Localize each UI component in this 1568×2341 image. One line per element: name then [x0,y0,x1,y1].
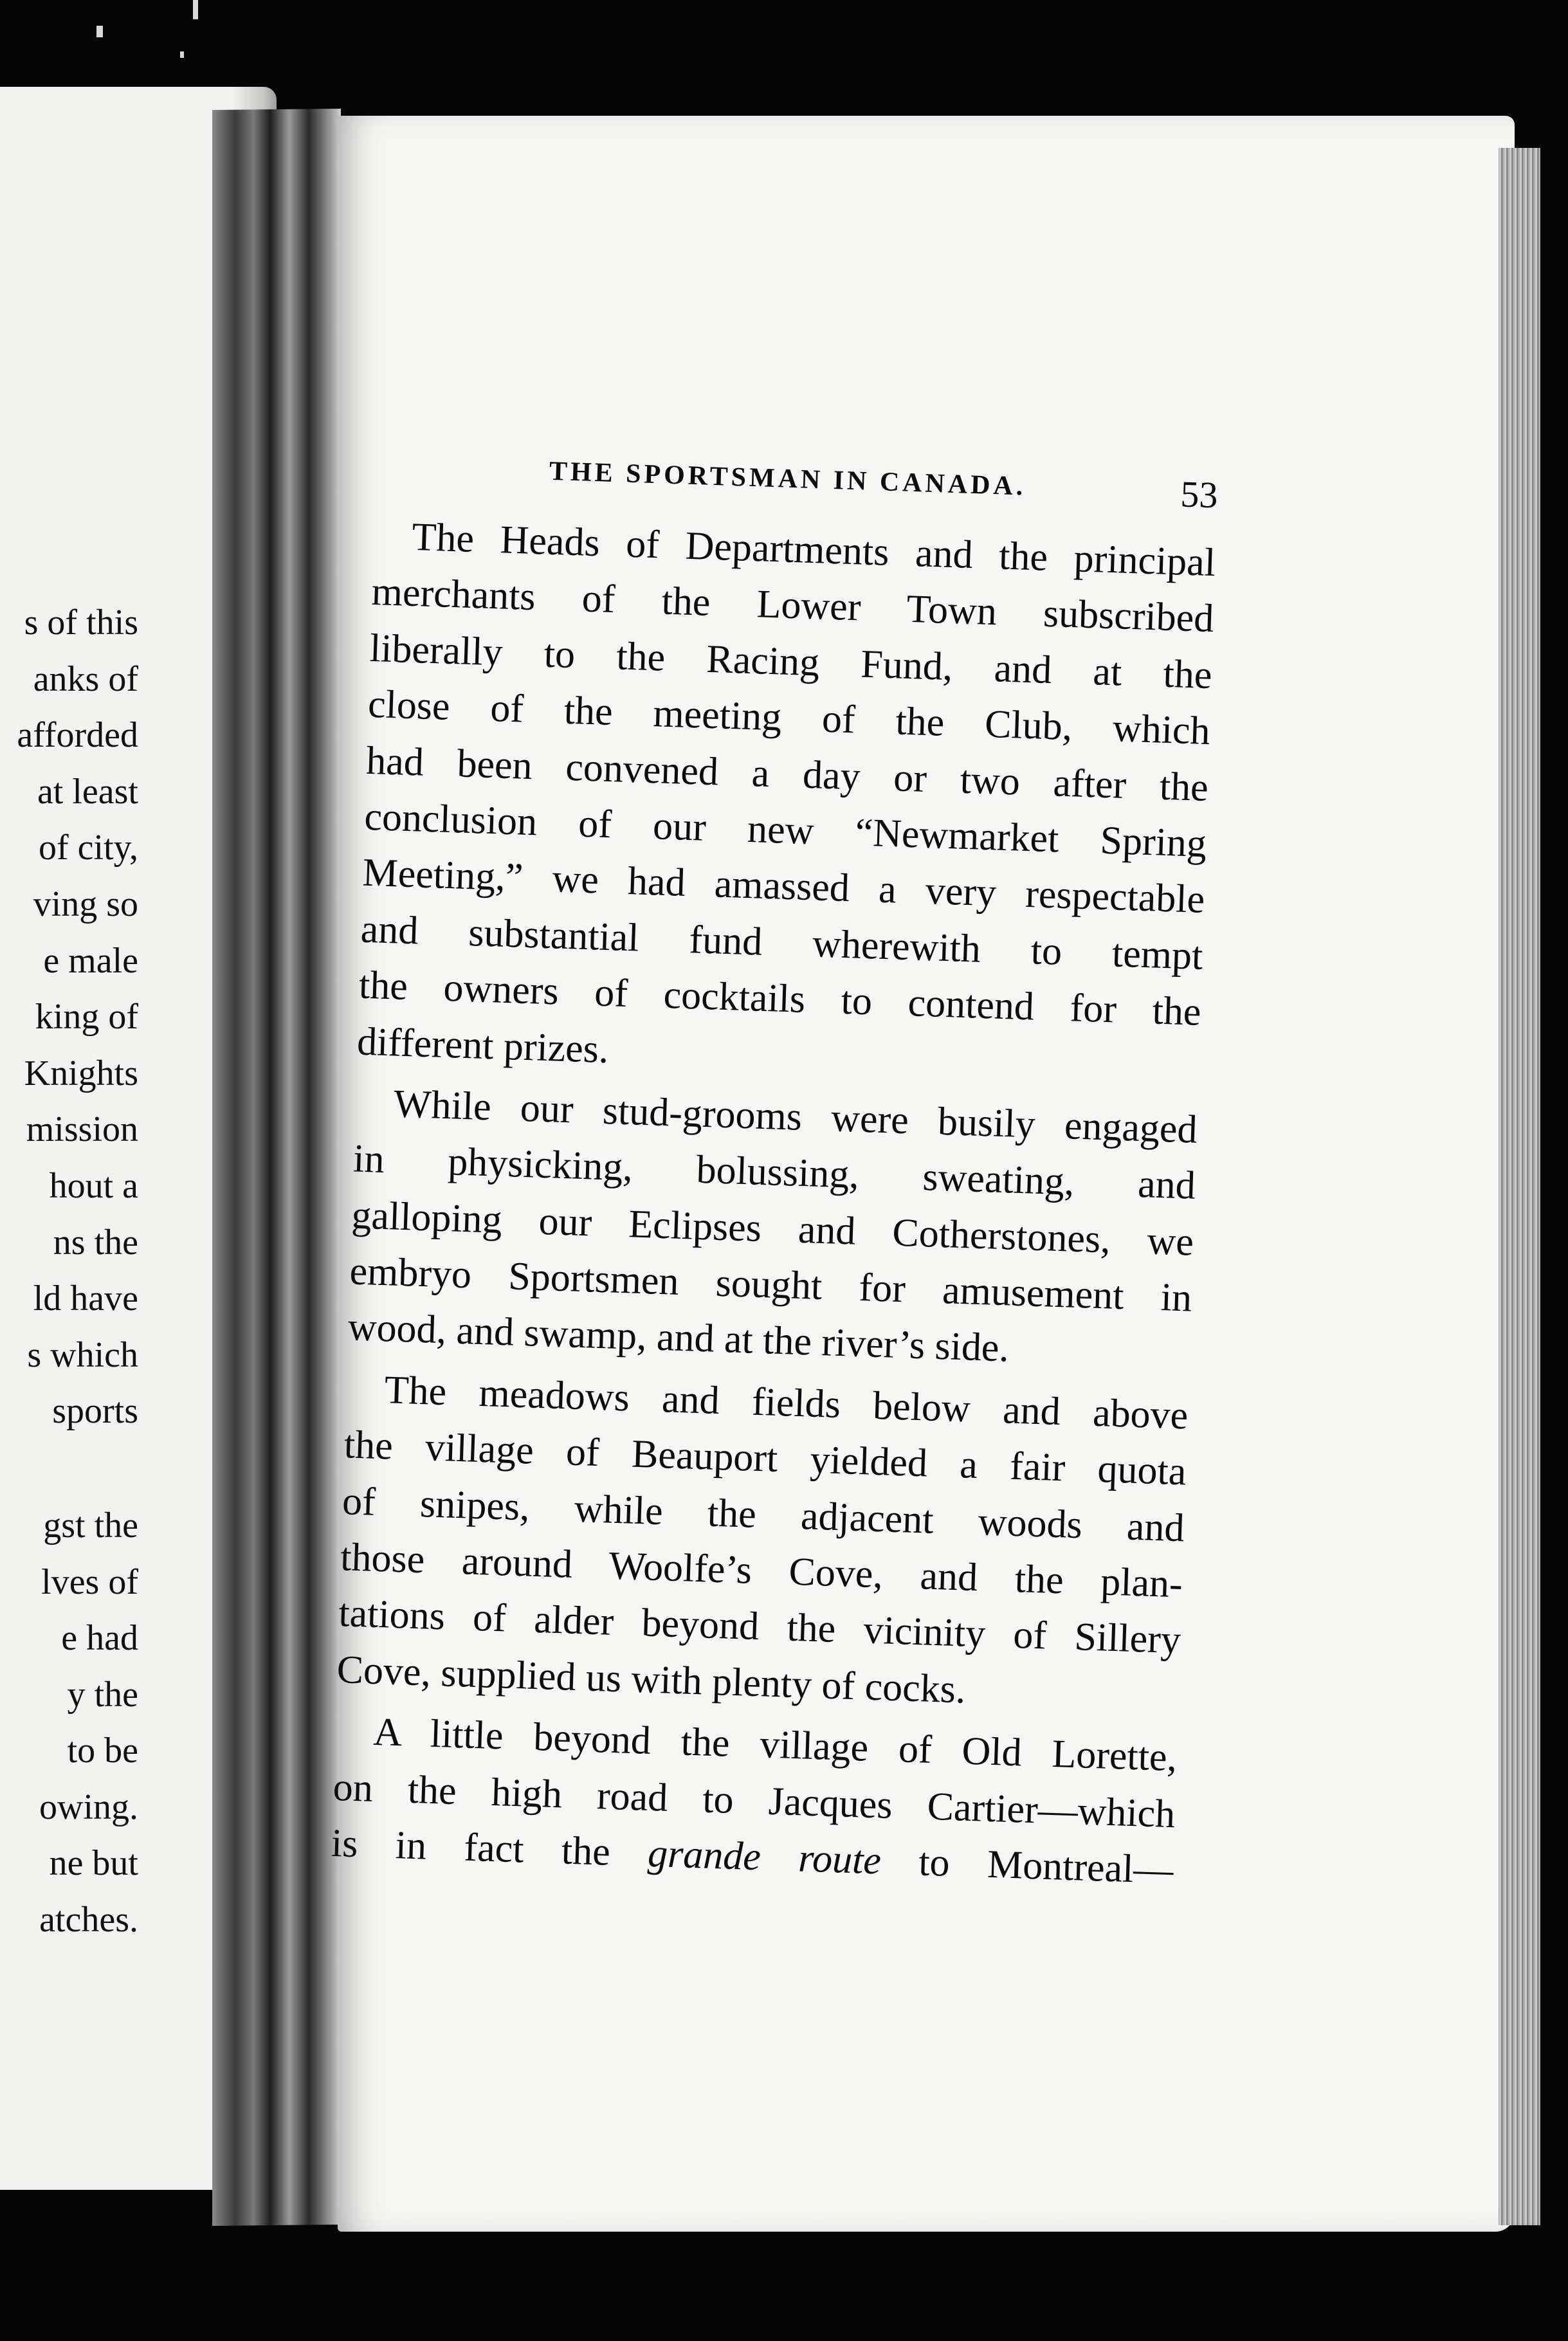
text-span: to Montreal— [918,1840,1174,1893]
text-line: different prizes. [356,1019,610,1071]
left-fragment-line: s which [27,1334,138,1375]
text-line: close of the meeting of the Club, which [367,682,1211,754]
left-paragraph-gap [0,1440,138,1498]
text-line: galloping our Eclipses and Cotherstones, we [351,1193,1195,1264]
text-line: Meeting,” we had amassed a very respectable [361,851,1206,922]
left-fragment-line: lves of [41,1562,138,1602]
left-fragment-line: y the [67,1674,138,1715]
left-fragment-line: owing. [39,1787,138,1827]
left-fragment-line: at least [37,771,138,812]
text-line: the village of Beauport yielded a fair quota [343,1423,1187,1494]
left-fragment-line: sports [52,1391,138,1432]
left-fragment-line: ns the [53,1222,138,1262]
left-fragment-line: ving so [33,884,138,924]
text-line: embryo Sportsmen sought for amusement in [349,1249,1193,1320]
left-page-text-fragments [0,595,138,1949]
paragraph [336,1361,1189,1725]
text-line: on the high road to Jacques Cartier—which [332,1765,1176,1836]
left-fragment-line: of city, [39,828,138,868]
left-fragment-line: mission [26,1109,138,1150]
scan-speck [96,26,103,37]
text-span: is in fact the [330,1821,611,1874]
left-fragment-line: gst the [43,1505,138,1545]
text-line: While our stud-grooms were busily engaged [393,1082,1198,1152]
text-line: and substantial fund wherewith to tempt [360,907,1204,978]
text-line: had been convened a day or two after the [365,738,1209,810]
paragraph [356,508,1217,1097]
scan-speck [193,0,198,19]
text-line: those around Woolfe’s Cove, and the plan- [340,1535,1183,1607]
text-line: tations of alder beyond the vicinity of Sillery [338,1591,1182,1662]
paragraph [347,1075,1198,1383]
book-gutter [212,109,341,2226]
page-number: 53 [1180,473,1219,516]
left-fragment-line: afforded [17,715,138,756]
left-fragment-line: anks of [33,659,138,699]
text-line: A little beyond the village of Old Lorette, [372,1710,1178,1780]
italic-phrase: grande route [647,1831,882,1883]
left-fragment-line: atches. [39,1900,138,1940]
left-fragment-line: Knights [24,1053,138,1093]
left-fragment-line: e male [43,940,138,981]
text-line: Cove, supplied us with plenty of cocks. [336,1647,967,1712]
text-line: conclusion of our new “Newmarket Spring [363,794,1208,866]
left-fragment-line: to be [67,1731,138,1771]
left-fragment-line: s of this [24,603,138,642]
right-page-text-block [331,450,1219,1899]
text-line: merchants of the Lower Town subscribed [370,570,1215,641]
left-fragment-line: king of [35,997,138,1037]
left-fragment-line: ne but [49,1843,138,1884]
text-line: of snipes, while the adjacent woods and [342,1479,1185,1551]
text-line: The meadows and fields below and above [383,1368,1189,1438]
left-fragment-line: e had [61,1618,138,1659]
text-line: The Heads of Departments and the principal [411,515,1217,585]
paragraph [331,1703,1178,1899]
running-head-title: THE SPORTSMAN IN CANADA. [549,456,1027,502]
text-line: liberally to the Racing Fund, and at the [369,626,1213,697]
scan-speck [180,51,184,58]
left-fragment-line: ld have [33,1279,138,1319]
text-line: in physicking, bolussing, sweating, and [352,1136,1196,1208]
text-line: the owners of cocktails to contend for the [358,963,1202,1034]
left-fragment-line: hout a [49,1165,138,1206]
text-line: wood, and swamp, and at the river’s side. [347,1305,1010,1371]
page-fore-edge [1499,148,1540,2225]
